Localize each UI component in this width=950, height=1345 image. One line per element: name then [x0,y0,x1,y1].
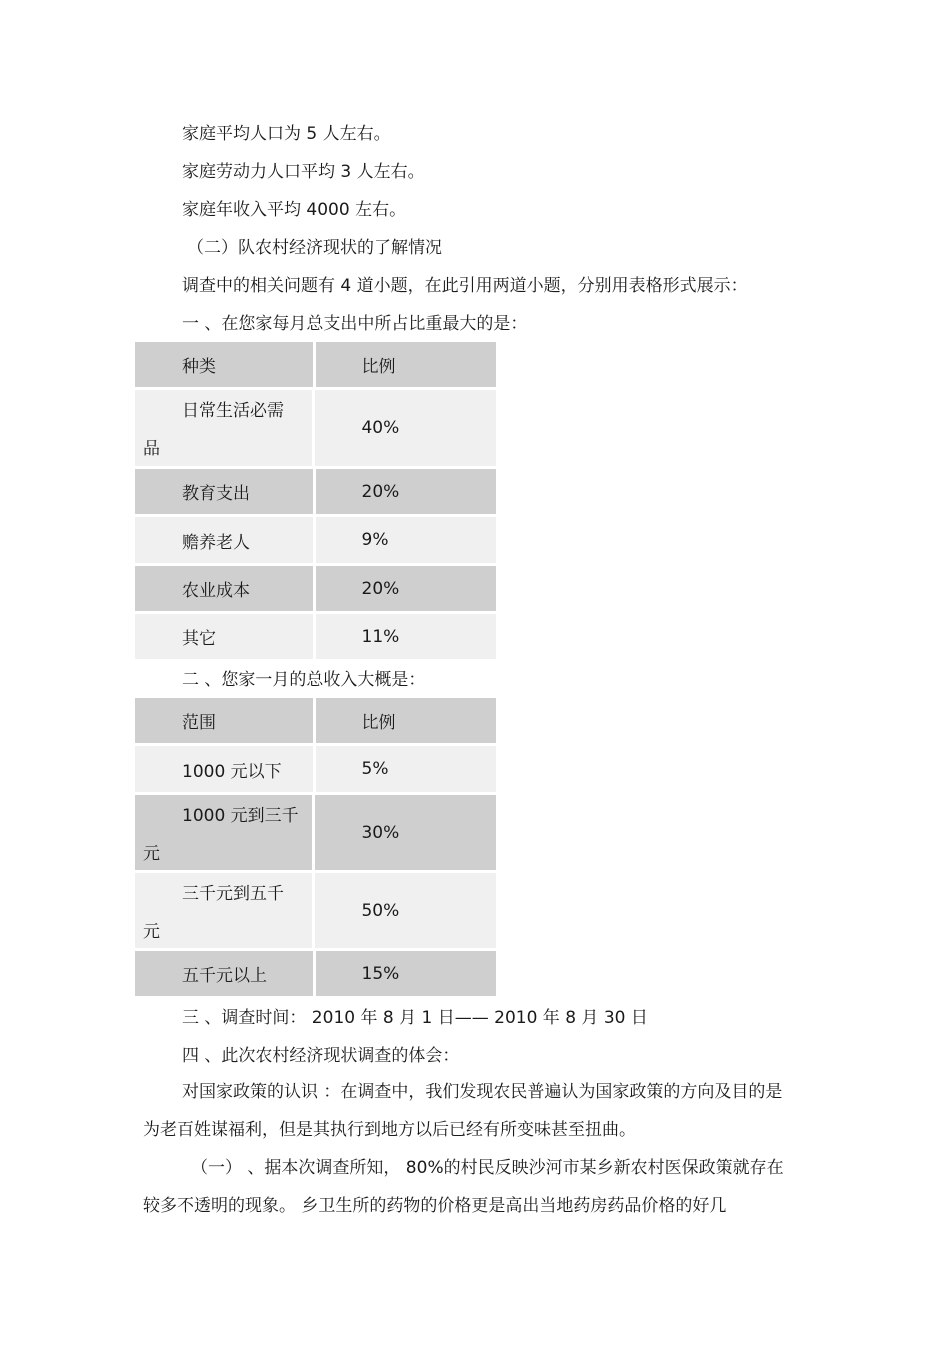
table-cell: 赡养老人 [135,517,313,563]
table-cell: 5% [316,746,497,792]
table-row [135,951,496,996]
table-cell: 1000 元以下 [135,746,313,792]
table-cell: 15% [316,951,497,996]
table-cell: 五千元以上 [135,951,313,996]
finding-paragraph: （一） 、据本次调查所知， 80%的村民反映沙河市某乡新农村医保政策就存在较多不透明的现象。 乡卫生所的药物的价格更是高出当地药房药品价格的好几 [143,1158,784,1216]
expense-table [135,342,496,659]
table-row [135,614,496,659]
table-cell [135,873,312,948]
table-cell [135,795,312,870]
table-row [135,517,496,563]
table-row [135,566,496,611]
table-header-row [135,342,496,387]
cell-text: 元 [143,922,160,942]
cell-text: 三千元到五千 [182,884,284,904]
table-row [135,873,496,948]
table-cell: 9% [316,517,497,563]
table-cell: 20% [316,566,497,611]
reflection-heading: 四 、此次农村经济现状调查的体会： [182,1046,460,1066]
table-cell: 教育支出 [135,469,313,514]
table-row [135,746,496,792]
table-row [135,795,496,870]
table-cell: 30% [315,795,496,870]
cell-text: 1000 元到三千 [182,806,299,826]
table-cell: 20% [316,469,497,514]
cell-text: 日常生活必需 [182,401,284,421]
table-cell: 其它 [135,614,313,659]
table-row [135,469,496,514]
question-two: 二 、您家一月的总收入大概是： [182,670,426,690]
table-cell: 11% [316,614,497,659]
table-cell: 50% [315,873,496,948]
policy-paragraph: 对国家政策的认识 ：在调查中，我们发现农民普遍认为国家政策的方向及目的是为老百姓谋福利，但是其执行到地方以后已经有所变味甚至扭曲。 [143,1082,783,1140]
household-size-line: 家庭平均人口为 5 人左右。 [182,124,391,144]
table-row [135,390,496,466]
section-heading: （二）队农村经济现状的了解情况 [187,238,442,258]
income-line: 家庭年收入平均 4000 左右。 [182,200,407,220]
labor-size-line: 家庭劳动力人口平均 3 人左右。 [182,162,425,182]
cell-text: 元 [143,844,160,864]
header-cell: 比例 [316,342,497,387]
header-cell: 范围 [135,698,313,743]
survey-time-line: 三 、调查时间： 2010 年 8 月 1 日—— 2010 年 8 月 30 日 [182,1008,648,1028]
question-one: 一 、在您家每月总支出中所占比重最大的是： [182,314,528,334]
income-table [135,698,496,996]
table-cell: 农业成本 [135,566,313,611]
table-cell: 40% [315,390,496,466]
cell-text: 品 [143,439,160,459]
table-header-row [135,698,496,743]
survey-intro-line: 调查中的相关问题有 4 道小题，在此引用两道小题，分别用表格形式展示： [182,276,748,296]
header-cell: 比例 [316,698,497,743]
header-cell: 种类 [135,342,313,387]
table-cell [135,390,312,466]
